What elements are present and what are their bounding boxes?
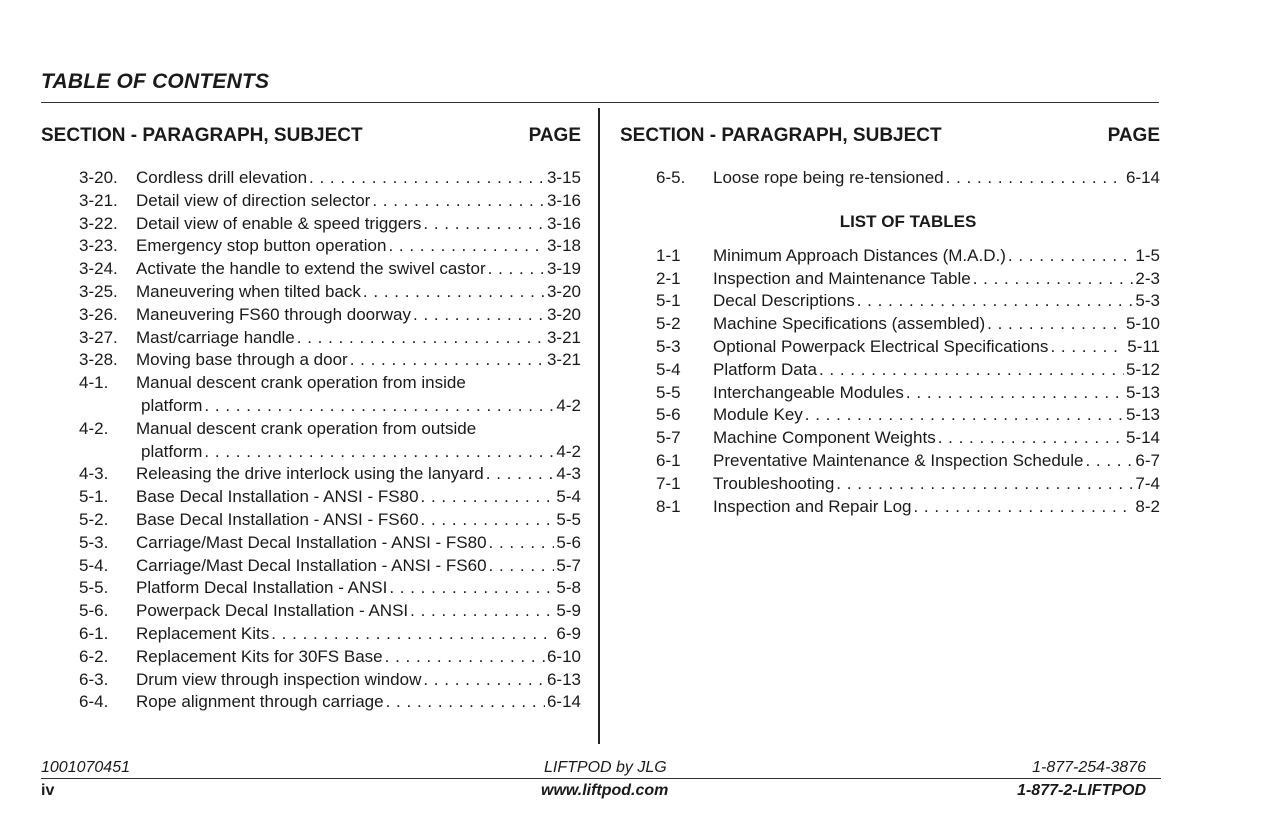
dot-leader [973,268,1134,291]
toc-right-column [620,124,1160,518]
entry-number: 6-2. [79,646,109,666]
entry-number: 1-1 [656,245,681,265]
toc-entry[interactable] [656,268,1160,291]
entry-title: Moving base through a door [136,350,348,370]
entry-title-continued: platform [141,395,203,415]
entry-number: 2-1 [656,268,681,288]
toc-entry[interactable] [79,235,581,258]
dot-leader [388,235,545,258]
entry-page: 5-9 [556,601,581,621]
list-of-tables-heading: LIST OF TABLES [839,211,977,231]
dot-leader [987,313,1124,336]
dot-leader [1050,336,1125,359]
toc-entry[interactable] [656,167,1160,190]
dot-leader [946,167,1124,190]
toc-entry[interactable] [656,427,1160,450]
entry-number: 5-5 [656,382,681,402]
entry-page: 1-5 [1135,245,1160,265]
entry-page: 7-4 [1135,473,1160,493]
entry-number: 6-5. [656,168,686,187]
column-divider [598,108,600,744]
entry-page: 6-14 [1125,168,1160,187]
entry-title: Base Decal Installation - ANSI - FS80 [136,487,419,507]
entry-title: Detail view of enable & speed triggers [136,213,422,233]
entry-page: 5-5 [556,509,581,529]
entry-title: Machine Component Weights [713,428,936,448]
entry-title: Platform Data [713,359,817,379]
entry-page: 3-18 [546,236,581,256]
entry-title: Troubleshooting [713,473,835,493]
toc-entry[interactable] [79,623,581,646]
entry-page: 5-6 [556,532,581,552]
column-header [620,124,1160,160]
entry-title: Inspection and Maintenance Table [713,268,971,288]
entry-title: Module Key [713,405,803,425]
dot-leader [309,167,545,190]
entry-page: 3-15 [546,168,581,187]
entry-page: 3-16 [546,213,581,233]
toc-entry[interactable] [656,404,1160,427]
entry-number: 5-6 [656,405,681,425]
entry-page: 3-16 [546,190,581,210]
dot-leader [488,258,545,281]
toc-entry[interactable] [79,577,581,600]
entry-page: 4-2 [556,395,581,415]
entry-number: 5-2. [79,509,109,529]
entry-page: 3-21 [546,350,581,370]
entry-page: 8-2 [1135,496,1160,516]
entry-page: 6-13 [546,669,581,689]
dot-leader [410,600,554,623]
toc-entry[interactable] [79,190,581,213]
toc-entry[interactable] [656,496,1160,519]
entry-page: 5-4 [556,487,581,507]
dot-leader [489,555,555,578]
entry-title: Manual descent crank operation from outside [136,418,477,438]
title-divider [41,102,1159,103]
dot-leader [421,509,555,532]
entry-title: Carriage/Mast Decal Installation - ANSI - FS80 [136,532,487,552]
entry-number: 4-3. [79,464,109,484]
entry-title: Decal Descriptions [713,291,855,311]
phone-number: 1-877-254-3876 [1032,759,1146,776]
toc-entry[interactable] [79,486,581,509]
dot-leader [836,473,1133,496]
dot-leader [413,304,545,327]
entry-page: 6-10 [546,646,581,666]
entry-number: 5-2 [656,314,681,334]
dot-leader [913,496,1133,519]
footer-divider [41,778,1161,779]
toc-entry[interactable] [79,418,581,464]
entry-title: Emergency stop button operation [136,236,387,256]
entry-title: Cordless drill elevation [136,168,308,187]
toc-entry[interactable] [79,600,581,623]
header-page: PAGE [528,125,581,146]
toc-entry[interactable] [656,450,1160,473]
entry-title: Carriage/Mast Decal Installation - ANSI - FS60 [136,555,487,575]
entry-page: 6-9 [556,623,581,643]
entry-page: 6-14 [546,692,581,712]
entry-title: Detail view of direction selector [136,190,371,210]
dot-leader [350,349,545,372]
entry-number: 3-27. [79,327,118,347]
entry-number: 5-7 [656,428,681,448]
entry-title: Mast/carriage handle [136,327,295,347]
entry-number: 6-3. [79,669,109,689]
column-header [41,124,581,160]
entry-page: 3-20 [546,304,581,324]
toc-entry[interactable] [79,213,581,236]
entry-page: 5-13 [1125,382,1160,402]
toc-entry[interactable] [656,245,1160,268]
entry-title-continued: platform [141,441,203,461]
entry-title: Rope alignment through carriage [136,692,384,712]
dot-leader [906,382,1124,405]
toc-entry[interactable] [656,359,1160,382]
header-subject: SECTION - PARAGRAPH, SUBJECT [41,125,363,146]
dot-leader [204,395,554,418]
toc-entry[interactable] [656,290,1160,313]
entry-title: Maneuvering when tilted back [136,281,361,301]
entry-page: 4-2 [556,441,581,461]
entry-title: Replacement Kits for 30FS Base [136,646,383,666]
toc-entry[interactable] [79,281,581,304]
entry-number: 3-28. [79,350,118,370]
toc-entry[interactable] [79,372,581,418]
dot-leader [938,427,1124,450]
toc-left-column [41,124,581,714]
entry-title: Activate the handle to extend the swivel castor [136,259,486,279]
entry-number: 3-26. [79,304,118,324]
entry-title: Minimum Approach Distances (M.A.D.) [713,245,1006,265]
phone-number-alpha: 1-877-2-LIFTPOD [1017,782,1146,799]
page-title: TABLE OF CONTENTS [41,70,270,93]
entry-page: 5-13 [1125,405,1160,425]
website-url: www.liftpod.com [541,782,669,799]
dot-leader [204,441,554,464]
dot-leader [819,359,1124,382]
toc-list [620,167,1160,190]
toc-entry[interactable] [79,258,581,281]
dot-leader [1085,450,1133,473]
entry-number: 5-4. [79,555,109,575]
entry-page: 4-3 [556,464,581,484]
toc-entry[interactable] [79,167,581,190]
entry-number: 5-5. [79,578,109,598]
entry-page: 5-7 [556,555,581,575]
entry-number: 3-23. [79,236,118,256]
toc-entry[interactable] [79,509,581,532]
entry-number: 5-1 [656,291,681,311]
entry-title: Preventative Maintenance & Inspection Schedule [713,450,1084,470]
page-number: iv [41,782,55,799]
dot-leader [385,646,545,669]
entry-number: 5-6. [79,601,109,621]
header-page: PAGE [1107,125,1160,146]
toc-entry[interactable] [79,463,581,486]
entry-number: 4-1. [79,373,109,393]
toc-entry[interactable] [656,336,1160,359]
dot-leader [421,486,555,509]
dot-leader [297,327,545,350]
dot-leader [423,213,545,236]
entry-page: 5-12 [1125,359,1160,379]
entry-title: Loose rope being re-tensioned [713,168,944,187]
entry-number: 7-1 [656,473,681,493]
entry-page: 5-11 [1127,336,1160,356]
dot-leader [372,190,545,213]
entry-page: 5-3 [1135,291,1160,311]
dot-leader [389,577,554,600]
entry-title: Maneuvering FS60 through doorway [136,304,411,324]
header-subject: SECTION - PARAGRAPH, SUBJECT [620,125,942,146]
tables-list [620,245,1160,519]
dot-leader [271,623,554,646]
entry-title: Optional Powerpack Electrical Specifications [713,336,1049,356]
toc-entry[interactable] [79,555,581,578]
toc-entry[interactable] [79,532,581,555]
toc-list [41,167,581,714]
dot-leader [423,669,545,692]
entry-number: 3-21. [79,190,118,210]
entry-page: 6-7 [1135,450,1160,470]
entry-title: Drum view through inspection window [136,669,422,689]
entry-title: Inspection and Repair Log [713,496,912,516]
entry-number: 3-24. [79,259,118,279]
entry-page: 5-10 [1125,314,1160,334]
toc-entry[interactable] [79,691,581,714]
entry-number: 6-1 [656,450,681,470]
dot-leader [386,691,545,714]
entry-number: 5-4 [656,359,681,379]
entry-page: 3-20 [546,281,581,301]
entry-number: 6-4. [79,692,109,712]
dot-leader [486,463,555,486]
toc-entry[interactable] [79,304,581,327]
toc-entry[interactable] [79,669,581,692]
entry-title: Machine Specifications (assembled) [713,314,986,334]
dot-leader [363,281,545,304]
entry-page: 5-8 [556,578,581,598]
entry-number: 8-1 [656,496,681,516]
document-number: 1001070451 [41,759,130,776]
dot-leader [805,404,1124,427]
entry-title: Platform Decal Installation - ANSI [136,578,388,598]
dot-leader [1008,245,1134,268]
toc-entry[interactable] [656,313,1160,336]
dot-leader [857,290,1134,313]
entry-number: 3-22. [79,213,118,233]
brand-name: LIFTPOD by JLG [544,759,667,776]
entry-number: 3-20. [79,168,118,187]
entry-number: 5-3 [656,336,681,356]
entry-page: 2-3 [1135,268,1160,288]
entry-number: 6-1. [79,623,109,643]
toc-entry[interactable] [656,473,1160,496]
toc-entry[interactable] [656,382,1160,405]
entry-page: 5-14 [1125,428,1160,448]
entry-number: 3-25. [79,281,118,301]
entry-title: Replacement Kits [136,623,270,643]
entry-title: Powerpack Decal Installation - ANSI [136,601,409,621]
entry-title: Releasing the drive interlock using the lanyard [136,464,484,484]
entry-title: Base Decal Installation - ANSI - FS60 [136,509,419,529]
entry-title: Interchangeable Modules [713,382,904,402]
entry-number: 5-1. [79,487,109,507]
toc-entry[interactable] [79,646,581,669]
entry-number: 4-2. [79,418,109,438]
entry-page: 3-21 [546,327,581,347]
entry-page: 3-19 [546,259,581,279]
entry-title: Manual descent crank operation from inside [136,373,466,393]
dot-leader [489,532,555,555]
toc-entry[interactable] [79,327,581,350]
toc-entry[interactable] [79,349,581,372]
entry-number: 5-3. [79,532,109,552]
